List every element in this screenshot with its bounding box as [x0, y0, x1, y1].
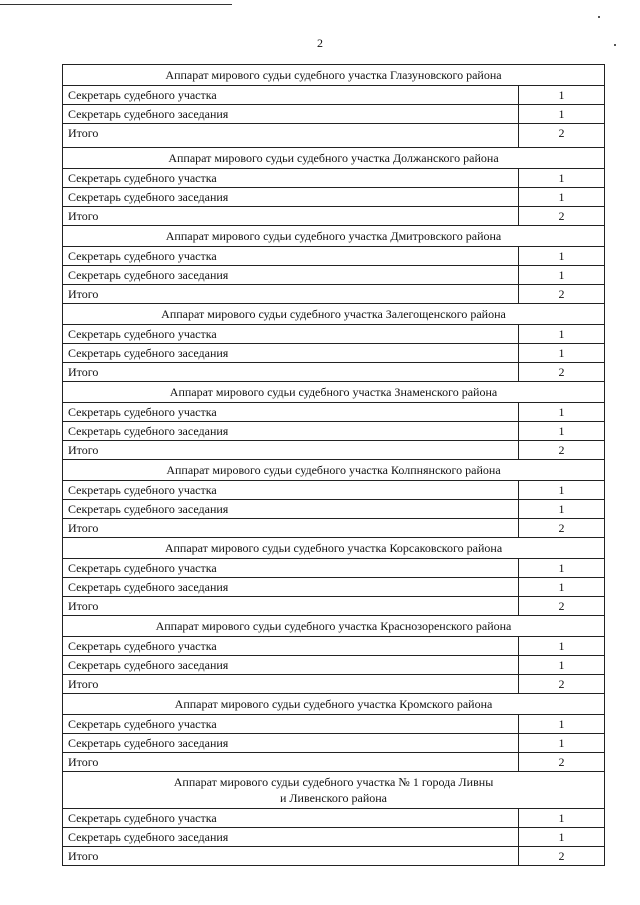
- section-heading: Аппарат мирового судьи судебного участка Кромского района: [63, 694, 605, 715]
- table-row: [63, 809, 605, 828]
- position-label: Секретарь судебного заседания: [63, 266, 519, 285]
- total-qty: 2: [519, 124, 605, 148]
- table-row: [63, 828, 605, 847]
- position-label: Секретарь судебного участка: [63, 637, 519, 656]
- position-label: Секретарь судебного заседания: [63, 734, 519, 753]
- total-label: Итого: [63, 847, 519, 866]
- position-label: Секретарь судебного участка: [63, 403, 519, 422]
- section-heading: Аппарат мирового судьи судебного участка Знаменского района: [63, 382, 605, 403]
- table-row: [63, 715, 605, 734]
- position-label: Секретарь судебного заседания: [63, 500, 519, 519]
- position-label: Секретарь судебного заседания: [63, 578, 519, 597]
- section-heading-row: [63, 148, 605, 169]
- scan-speck: [598, 16, 600, 18]
- position-label: Секретарь судебного участка: [63, 559, 519, 578]
- position-qty: 1: [519, 578, 605, 597]
- section-heading: Аппарат мирового судьи судебного участка Колпнянского района: [63, 460, 605, 481]
- total-row: [63, 519, 605, 538]
- table-row: [63, 169, 605, 188]
- position-label: Секретарь судебного заседания: [63, 188, 519, 207]
- position-label: Секретарь судебного заседания: [63, 656, 519, 675]
- total-qty: 2: [519, 285, 605, 304]
- section-heading-row: [63, 538, 605, 559]
- section-heading-row: [63, 694, 605, 715]
- table-row: [63, 344, 605, 363]
- position-qty: 1: [519, 715, 605, 734]
- position-qty: 1: [519, 188, 605, 207]
- section-heading-row: [63, 460, 605, 481]
- table-row: [63, 422, 605, 441]
- total-row: [63, 675, 605, 694]
- total-row: [63, 753, 605, 772]
- total-row: [63, 207, 605, 226]
- table-row: [63, 247, 605, 266]
- table-row: [63, 105, 605, 124]
- section-heading: Аппарат мирового судьи судебного участка Глазуновского района: [63, 65, 605, 86]
- total-qty: 2: [519, 363, 605, 382]
- position-qty: 1: [519, 169, 605, 188]
- total-row: [63, 285, 605, 304]
- section-heading: Аппарат мирового судьи судебного участка Должанского района: [63, 148, 605, 169]
- total-label: Итого: [63, 441, 519, 460]
- position-qty: 1: [519, 325, 605, 344]
- table-row: [63, 481, 605, 500]
- table-row: [63, 500, 605, 519]
- position-qty: 1: [519, 403, 605, 422]
- total-label: Итого: [63, 363, 519, 382]
- section-heading-line: и Ливенского района: [280, 791, 387, 805]
- position-qty: 1: [519, 105, 605, 124]
- table-row: [63, 266, 605, 285]
- section-heading: Аппарат мирового судьи судебного участка Залегощенского района: [63, 304, 605, 325]
- table-row: [63, 325, 605, 344]
- position-label: Секретарь судебного заседания: [63, 422, 519, 441]
- total-label: Итого: [63, 519, 519, 538]
- position-label: Секретарь судебного участка: [63, 481, 519, 500]
- section-heading: Аппарат мирового судьи судебного участка Краснозоренского района: [63, 616, 605, 637]
- page-number: 2: [317, 36, 323, 50]
- total-qty: 2: [519, 753, 605, 772]
- position-label: Секретарь судебного участка: [63, 809, 519, 828]
- total-row: [63, 363, 605, 382]
- position-label: Секретарь судебного участка: [63, 715, 519, 734]
- total-label: Итого: [63, 207, 519, 226]
- table-row: [63, 403, 605, 422]
- table-row: [63, 188, 605, 207]
- position-qty: 1: [519, 481, 605, 500]
- section-heading: [63, 772, 605, 809]
- total-row: [63, 124, 605, 148]
- position-qty: 1: [519, 734, 605, 753]
- total-qty: 2: [519, 519, 605, 538]
- total-label: Итого: [63, 675, 519, 694]
- position-label: Секретарь судебного заседания: [63, 828, 519, 847]
- table-row: [63, 578, 605, 597]
- total-row: [63, 441, 605, 460]
- position-qty: 1: [519, 656, 605, 675]
- section-heading-row: [63, 226, 605, 247]
- position-label: Секретарь судебного участка: [63, 247, 519, 266]
- position-qty: 1: [519, 809, 605, 828]
- position-qty: 1: [519, 559, 605, 578]
- position-label: Секретарь судебного участка: [63, 325, 519, 344]
- section-heading-row: [63, 65, 605, 86]
- position-qty: 1: [519, 637, 605, 656]
- section-heading: Аппарат мирового судьи судебного участка Дмитровского района: [63, 226, 605, 247]
- position-label: Секретарь судебного участка: [63, 86, 519, 105]
- position-qty: 1: [519, 422, 605, 441]
- total-label: Итого: [63, 124, 519, 148]
- table-row: [63, 637, 605, 656]
- position-label: Секретарь судебного заседания: [63, 344, 519, 363]
- top-rule: [0, 4, 232, 5]
- table-row: [63, 86, 605, 105]
- total-label: Итого: [63, 753, 519, 772]
- section-heading-row: [63, 304, 605, 325]
- position-label: Секретарь судебного заседания: [63, 105, 519, 124]
- position-qty: 1: [519, 828, 605, 847]
- position-qty: 1: [519, 344, 605, 363]
- total-qty: 2: [519, 675, 605, 694]
- total-label: Итого: [63, 285, 519, 304]
- position-qty: 1: [519, 266, 605, 285]
- position-qty: 1: [519, 247, 605, 266]
- section-heading-row: [63, 772, 605, 809]
- position-label: Секретарь судебного участка: [63, 169, 519, 188]
- total-row: [63, 847, 605, 866]
- section-heading-row: [63, 616, 605, 637]
- table-row: [63, 734, 605, 753]
- section-heading-line: Аппарат мирового судьи судебного участка № 1 города Ливны: [173, 775, 494, 789]
- position-qty: 1: [519, 86, 605, 105]
- table-row: [63, 559, 605, 578]
- section-heading-row: [63, 382, 605, 403]
- total-qty: 2: [519, 207, 605, 226]
- total-row: [63, 597, 605, 616]
- table-row: [63, 656, 605, 675]
- total-qty: 2: [519, 597, 605, 616]
- total-qty: 2: [519, 847, 605, 866]
- total-label: Итого: [63, 597, 519, 616]
- staff-table: [62, 64, 605, 866]
- section-heading: Аппарат мирового судьи судебного участка Корсаковского района: [63, 538, 605, 559]
- total-qty: 2: [519, 441, 605, 460]
- position-qty: 1: [519, 500, 605, 519]
